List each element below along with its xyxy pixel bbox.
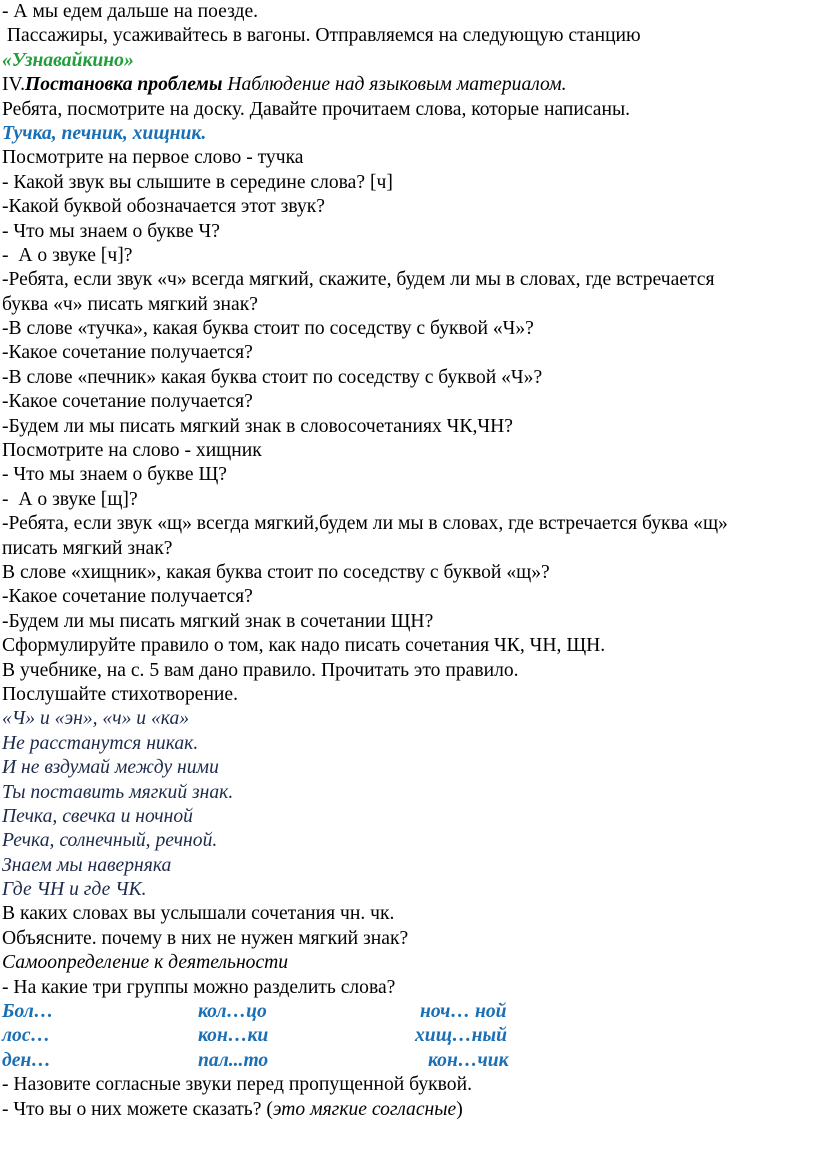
text-line: -Какой буквой обозначается этот звук? [2, 196, 325, 218]
text-line: В каких словах вы услышали сочетания чн. чк. [2, 903, 395, 925]
text-line: - Что мы знаем о букве Ч? [2, 220, 220, 242]
text-line: -Ребята, если звук «щ» всегда мягкий,будем ли мы в словах, где встречается буква «щ» [2, 513, 728, 535]
text-line: буква «ч» писать мягкий знак? [2, 293, 258, 315]
text-line: -Будем ли мы писать мягкий знак в словосочетаниях ЧК,ЧН? [2, 415, 513, 437]
word-table-row [2, 1049, 814, 1073]
word-table [2, 1000, 814, 1073]
text-line: Посмотрите на слово - хищник [2, 440, 262, 462]
subsection-title: Самоопределение к деятельности [2, 952, 289, 974]
text-line: Пассажиры, усаживайтесь в вагоны. Отправляемся на следующую станцию [2, 25, 641, 47]
board-words: Тучка, печник, хищник. [2, 122, 207, 144]
text-line: - Назовите согласные звуки перед пропущенной буквой. [2, 1074, 472, 1096]
text-line: В учебнике, на с. 5 вам дано правило. Прочитать это правило. [2, 659, 519, 681]
poem-line: Не расстанутся никак. [2, 732, 199, 754]
text-line: - А мы едем дальше на поезде. [2, 1, 259, 22]
text-line: Послушайте стихотворение. [2, 683, 239, 705]
word-table-row [2, 1000, 814, 1024]
poem-line: Печка, свечка и ночной [2, 805, 193, 827]
word-table-row [2, 1024, 814, 1048]
text-line: -Какое сочетание получается? [2, 586, 253, 608]
word-cell: кон…ки [198, 1025, 269, 1047]
text-fragment: ) [456, 1098, 463, 1120]
word-cell: ден… [2, 1049, 51, 1071]
text-line: -Будем ли мы писать мягкий знак в сочетании ЩН? [2, 610, 434, 632]
poem-line: Речка, солнечный, речной. [2, 830, 218, 852]
text-line: В слове «хищник», какая буква стоит по соседству с буквой «щ»? [2, 561, 550, 583]
section-subtitle: Наблюдение над языковым материалом. [222, 74, 567, 96]
poem-line: «Ч» и «эн», «ч» и «ка» [2, 708, 190, 730]
poem-line: И не вздумай между ними [2, 757, 219, 779]
text-line: Сформулируйте правило о том, как надо писать сочетания ЧК, ЧН, ЩН. [2, 635, 606, 657]
text-line: - На какие три группы можно разделить слова? [2, 976, 396, 998]
section-number: IV. [2, 74, 26, 96]
word-cell: кон…чик [428, 1049, 509, 1071]
text-line: -В слове «тучка», какая буква стоит по соседству с буквой «Ч»? [2, 318, 534, 340]
text-line: - А о звуке [щ]? [2, 488, 138, 510]
text-line: -В слове «печник» какая буква стоит по соседству с буквой «Ч»? [2, 366, 543, 388]
text-line: - А о звуке [ч]? [2, 244, 133, 266]
word-cell: пал...то [198, 1049, 269, 1071]
text-line: - Что мы знаем о букве Щ? [2, 464, 227, 486]
text-line: -Ребята, если звук «ч» всегда мягкий, скажите, будем ли мы в словах, где встречается [2, 269, 715, 291]
document [2, 0, 814, 1122]
poem-line: Знаем мы наверняка [2, 854, 172, 876]
word-cell: лос… [2, 1025, 51, 1047]
text-fragment: - Что вы о них можете сказать? ( [2, 1098, 273, 1120]
text-line: - Какой звук вы слышите в середине слова? [ч] [2, 171, 393, 193]
word-cell: Бол… [2, 1001, 54, 1023]
station-name: «Узнавайкино» [2, 49, 134, 71]
answer-hint: это мягкие согласные [272, 1098, 457, 1120]
poem [2, 707, 814, 902]
text-line: -Какое сочетание получается? [2, 391, 253, 413]
word-cell: хищ…ный [415, 1025, 507, 1047]
text-line [2, 1098, 814, 1122]
word-cell: кол…цо [198, 1001, 267, 1023]
text-line: Посмотрите на первое слово - тучка [2, 147, 304, 169]
poem-line: Ты поставить мягкий знак. [2, 781, 234, 803]
text-line: писать мягкий знак? [2, 537, 173, 559]
text-line: Объясните. почему в них не нужен мягкий знак? [2, 927, 409, 949]
section-title: Постановка проблемы [25, 74, 223, 96]
text-line: Ребята, посмотрите на доску. Давайте прочитаем слова, которые написаны. [2, 98, 631, 120]
word-cell: ноч… ной [420, 1001, 507, 1023]
poem-line: Где ЧН и где ЧК. [2, 879, 147, 901]
section-heading [2, 73, 814, 97]
text-line: -Какое сочетание получается? [2, 342, 253, 364]
